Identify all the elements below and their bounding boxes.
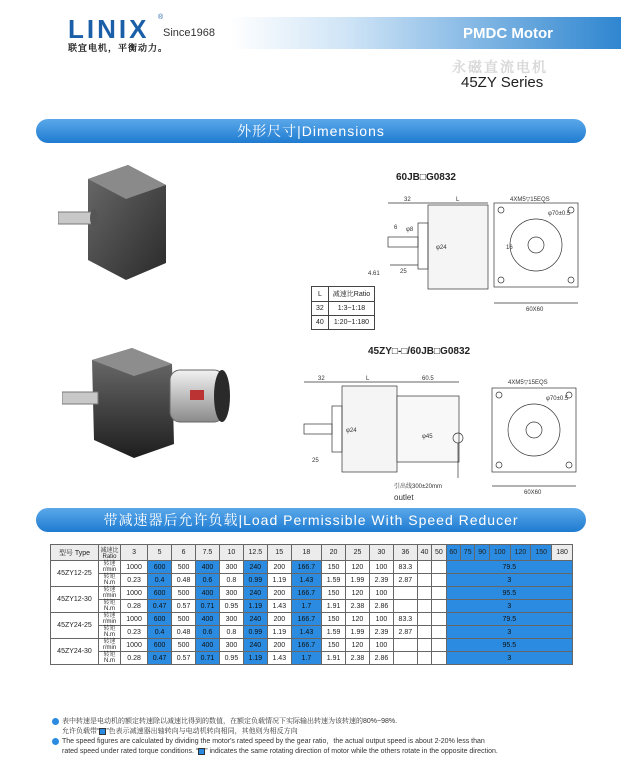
- ratio-col-header: 90: [475, 545, 489, 561]
- speed-cell: 300: [219, 587, 243, 600]
- torque-wide-cell: 3: [446, 574, 572, 587]
- ratio-table: [311, 286, 375, 330]
- dim-4.61: 4.61: [368, 271, 380, 277]
- speed-cell: 240: [243, 587, 267, 600]
- torque-wide-cell: 3: [446, 652, 572, 665]
- series-title: 45ZY Series: [461, 74, 544, 91]
- model-cell: 45ZY24-30: [51, 639, 99, 665]
- ratio-header: 减速比 Ratio: [99, 545, 121, 561]
- speed-cell: 400: [196, 639, 220, 652]
- torque-cell: 0.6: [196, 574, 220, 587]
- empty-cell: [432, 587, 446, 600]
- note-en-1: The speed figures are calculated by dividing the motor's rated speed by the gear ratio，the actual output speed is about 2-20% less than: [52, 737, 592, 747]
- note-en-2: rated speed under rated torque conditions. “ ” indicates the same rotating direction of motor while the others rotate in the opposite direction.: [62, 748, 498, 755]
- speed-wide-cell: 79.5: [446, 613, 572, 626]
- lead-wire-label: 引出线300±20mm: [394, 484, 442, 490]
- empty-cell: [417, 639, 431, 652]
- bullet-icon: [52, 718, 59, 725]
- ratio-col-header: 60: [446, 545, 460, 561]
- bullet-icon: [52, 738, 59, 745]
- speed-cell: 120: [346, 587, 370, 600]
- speed-cell: 500: [172, 561, 196, 574]
- drawing2-dimensions: [282, 366, 592, 506]
- note-cn-2: 允许负载带“ ”色表示减速器出轴转向与电动机转向相同，其他则为相反方向: [62, 728, 298, 735]
- speed-wide-cell: 79.5: [446, 561, 572, 574]
- torque-cell: 2.87: [393, 626, 417, 639]
- torque-wide-cell: 3: [446, 626, 572, 639]
- speed-cell: 500: [172, 639, 196, 652]
- dim-phi24: φ24: [346, 428, 357, 434]
- table-row: [51, 561, 573, 574]
- dim-phi70: φ70±0.5: [546, 396, 569, 402]
- speed-cell: 240: [243, 561, 267, 574]
- speed-cell: 300: [219, 639, 243, 652]
- speed-cell: 120: [346, 613, 370, 626]
- gearbox-photo: [58, 165, 166, 280]
- torque-cell: 2.87: [393, 574, 417, 587]
- note-cn-1: 表中转速是电动机的额定转速除以减速比得到的数值，在额定负载情况下实际输出转速为该转速的80%~98%.: [52, 717, 592, 727]
- load-table: [50, 544, 573, 665]
- since-label: Since1968: [163, 27, 215, 39]
- empty-cell: [417, 626, 431, 639]
- torque-cell: 0.4: [148, 626, 172, 639]
- torque-cell: 1.19: [243, 652, 267, 665]
- speed-cell: 83.3: [393, 613, 417, 626]
- ratio-cell: 1:3~1:18: [328, 302, 374, 316]
- dim-60x60: 60X60: [526, 307, 544, 313]
- model-cell: 45ZY24-25: [51, 613, 99, 639]
- torque-cell: 0.23: [121, 574, 148, 587]
- unit-cell: 转速 r/min: [99, 613, 121, 626]
- page-header: [0, 0, 621, 110]
- torque-cell: 1.91: [322, 600, 346, 613]
- speed-cell: 100: [369, 561, 393, 574]
- torque-cell: 1.99: [346, 574, 370, 587]
- ratio-cell: 1:20~1:180: [328, 316, 374, 330]
- torque-cell: 0.23: [121, 626, 148, 639]
- model-cell: 45ZY12-30: [51, 587, 99, 613]
- empty-cell: [432, 652, 446, 665]
- torque-cell: 0.47: [148, 600, 172, 613]
- torque-cell: 1.43: [291, 574, 321, 587]
- speed-cell: 400: [196, 613, 220, 626]
- speed-cell: 150: [322, 639, 346, 652]
- ratio-col-header: 30: [369, 545, 393, 561]
- unit-cell: 转矩 N.m: [99, 600, 121, 613]
- torque-cell: 2.86: [369, 600, 393, 613]
- torque-cell: 0.6: [196, 626, 220, 639]
- empty-cell: [432, 600, 446, 613]
- ratio-header-l: L: [312, 287, 329, 302]
- series-cn: 永磁直流电机: [452, 59, 548, 75]
- dim-16: 16: [506, 245, 513, 251]
- speed-cell: 150: [322, 613, 346, 626]
- speed-cell: 300: [219, 561, 243, 574]
- ratio-col-header: 40: [417, 545, 431, 561]
- torque-cell: 0.95: [219, 652, 243, 665]
- speed-cell: 150: [322, 561, 346, 574]
- unit-cell: 转速 r/min: [99, 561, 121, 574]
- empty-cell: [417, 600, 431, 613]
- ratio-col-header: 50: [432, 545, 446, 561]
- torque-cell: 0.71: [196, 652, 220, 665]
- torque-cell: 1.43: [267, 652, 291, 665]
- ratio-col-header: 3: [121, 545, 148, 561]
- empty-cell: [432, 561, 446, 574]
- torque-cell: 0.57: [172, 652, 196, 665]
- speed-cell: 120: [346, 561, 370, 574]
- speed-wide-cell: 95.5: [446, 639, 572, 652]
- empty-cell: [417, 587, 431, 600]
- torque-cell: 0.99: [243, 626, 267, 639]
- dim-L: L: [366, 376, 370, 382]
- speed-cell: 100: [369, 639, 393, 652]
- torque-cell: 1.59: [322, 626, 346, 639]
- table-row: [51, 574, 573, 587]
- dim-4xm5: 4XM5▽15EQS: [510, 197, 550, 203]
- speed-cell: 1000: [121, 639, 148, 652]
- empty-cell: [432, 613, 446, 626]
- product-title: PMDC Motor: [463, 25, 553, 42]
- empty-cell: [432, 574, 446, 587]
- speed-cell: 100: [369, 613, 393, 626]
- dim-4xm5: 4XM5▽15EQS: [508, 380, 548, 386]
- speed-cell: 166.7: [291, 587, 321, 600]
- ratio-col-header: 7.5: [196, 545, 220, 561]
- ratio-col-header: 100: [489, 545, 510, 561]
- ratio-col-header: 20: [322, 545, 346, 561]
- empty-cell: [432, 626, 446, 639]
- speed-cell: 600: [148, 561, 172, 574]
- dim-L: L: [456, 197, 460, 203]
- ratio-col-header: 36: [393, 545, 417, 561]
- speed-cell: 166.7: [291, 561, 321, 574]
- table-row: [51, 626, 573, 639]
- empty-cell: [393, 587, 417, 600]
- title-bar: [230, 17, 621, 49]
- speed-cell: 600: [148, 613, 172, 626]
- torque-cell: 1.19: [243, 600, 267, 613]
- speed-cell: 200: [267, 613, 291, 626]
- speed-cell: 1000: [121, 561, 148, 574]
- dim-60x60: 60X60: [524, 490, 542, 496]
- table-row: [51, 639, 573, 652]
- motor-gearbox-photo: [62, 340, 232, 458]
- speed-cell: 240: [243, 613, 267, 626]
- torque-cell: 0.48: [172, 574, 196, 587]
- speed-wide-cell: 95.5: [446, 587, 572, 600]
- empty-cell: [393, 639, 417, 652]
- speed-cell: 500: [172, 587, 196, 600]
- torque-cell: 1.7: [291, 600, 321, 613]
- speed-cell: 240: [243, 639, 267, 652]
- section-load-title: 带减速器后允许负载|Load Permissible With Speed Reducer: [36, 508, 586, 532]
- dim-32: 32: [318, 376, 325, 382]
- torque-cell: 0.95: [219, 600, 243, 613]
- ratio-col-header: 180: [552, 545, 573, 561]
- empty-cell: [393, 600, 417, 613]
- torque-cell: 2.38: [346, 652, 370, 665]
- torque-cell: 1.19: [267, 574, 291, 587]
- torque-cell: 0.4: [148, 574, 172, 587]
- speed-cell: 1000: [121, 613, 148, 626]
- ratio-col-header: 15: [267, 545, 291, 561]
- dim-phi70: φ70±0.5: [548, 211, 571, 217]
- dim-phi45: φ45: [422, 434, 433, 440]
- section-dimensions-title: 外形尺寸|Dimensions: [36, 119, 586, 143]
- dim-phi24: φ24: [436, 245, 447, 251]
- unit-cell: 转速 r/min: [99, 587, 121, 600]
- torque-cell: 0.28: [121, 600, 148, 613]
- drawing2-caption: 45ZY□-□/60JB□G0832: [368, 346, 471, 357]
- torque-cell: 2.86: [369, 652, 393, 665]
- torque-wide-cell: 3: [446, 600, 572, 613]
- speed-cell: 200: [267, 639, 291, 652]
- table-row: [51, 600, 573, 613]
- torque-cell: 1.99: [346, 626, 370, 639]
- torque-cell: 2.39: [369, 574, 393, 587]
- ratio-col-header: 18: [291, 545, 321, 561]
- dim-25: 25: [400, 269, 407, 275]
- torque-cell: 0.8: [219, 626, 243, 639]
- unit-cell: 转矩 N.m: [99, 626, 121, 639]
- torque-cell: 0.8: [219, 574, 243, 587]
- torque-cell: 1.19: [267, 626, 291, 639]
- ratio-cell: 32: [312, 302, 329, 316]
- empty-cell: [417, 561, 431, 574]
- speed-cell: 600: [148, 587, 172, 600]
- dim-32: 32: [404, 197, 411, 203]
- speed-cell: 120: [346, 639, 370, 652]
- speed-cell: 300: [219, 613, 243, 626]
- speed-cell: 166.7: [291, 613, 321, 626]
- ratio-col-header: 10: [219, 545, 243, 561]
- unit-cell: 转矩 N.m: [99, 574, 121, 587]
- ratio-col-header: 25: [346, 545, 370, 561]
- torque-cell: 0.28: [121, 652, 148, 665]
- brand-logo: LINIX: [68, 14, 150, 44]
- speed-cell: 100: [369, 587, 393, 600]
- notes: [52, 717, 592, 757]
- ratio-header-ratio: 减速比Ratio: [328, 287, 374, 302]
- dim-6: 6: [394, 225, 398, 231]
- drawing1-caption: 60JB□G0832: [396, 172, 456, 183]
- registered-mark: ®: [158, 14, 164, 21]
- speed-cell: 400: [196, 561, 220, 574]
- ratio-col-header: 120: [510, 545, 531, 561]
- dim-25: 25: [312, 458, 319, 464]
- torque-cell: 2.38: [346, 600, 370, 613]
- empty-cell: [432, 639, 446, 652]
- unit-cell: 转速 r/min: [99, 639, 121, 652]
- empty-cell: [393, 652, 417, 665]
- drawing1-dimensions: [360, 193, 590, 323]
- torque-cell: 1.59: [322, 574, 346, 587]
- speed-cell: 600: [148, 639, 172, 652]
- torque-cell: 0.57: [172, 600, 196, 613]
- speed-cell: 500: [172, 613, 196, 626]
- torque-cell: 2.39: [369, 626, 393, 639]
- speed-cell: 166.7: [291, 639, 321, 652]
- ratio-cell: 40: [312, 316, 329, 330]
- dim-60.5: 60.5: [422, 376, 434, 382]
- torque-cell: 1.43: [267, 600, 291, 613]
- ratio-col-header: 75: [461, 545, 475, 561]
- torque-cell: 0.99: [243, 574, 267, 587]
- brand-slogan: 联宜电机，平衡动力。: [68, 43, 169, 53]
- ratio-col-header: 5: [148, 545, 172, 561]
- torque-cell: 1.91: [322, 652, 346, 665]
- ratio-col-header: 6: [172, 545, 196, 561]
- table-row: [51, 652, 573, 665]
- ratio-col-header: 150: [531, 545, 552, 561]
- ratio-col-header: 12.5: [243, 545, 267, 561]
- speed-cell: 83.3: [393, 561, 417, 574]
- table-row: [51, 587, 573, 600]
- speed-cell: 200: [267, 561, 291, 574]
- type-header: 型号 Type: [51, 545, 99, 561]
- torque-cell: 1.7: [291, 652, 321, 665]
- dim-phi8: φ8: [406, 227, 414, 233]
- speed-cell: 400: [196, 587, 220, 600]
- table-row: [51, 613, 573, 626]
- torque-cell: 0.47: [148, 652, 172, 665]
- model-cell: 45ZY12-25: [51, 561, 99, 587]
- speed-cell: 150: [322, 587, 346, 600]
- empty-cell: [417, 652, 431, 665]
- torque-cell: 1.43: [291, 626, 321, 639]
- unit-cell: 转矩 N.m: [99, 652, 121, 665]
- speed-cell: 200: [267, 587, 291, 600]
- empty-cell: [417, 574, 431, 587]
- torque-cell: 0.48: [172, 626, 196, 639]
- empty-cell: [417, 613, 431, 626]
- speed-cell: 1000: [121, 587, 148, 600]
- outlet-label: outlet: [394, 493, 414, 502]
- torque-cell: 0.71: [196, 600, 220, 613]
